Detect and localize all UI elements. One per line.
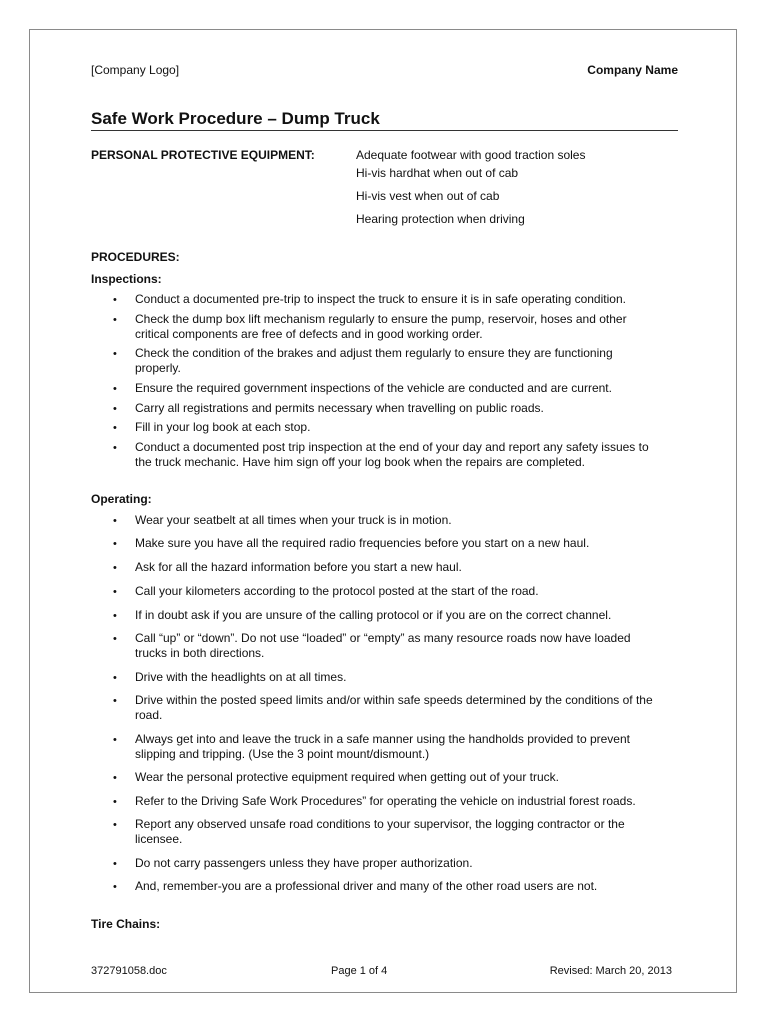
list-item: Ask for all the hazard information before you start a new haul. [135, 560, 462, 574]
inspections-heading: Inspections: [91, 272, 162, 286]
title-rule [91, 130, 678, 131]
bullet: • [113, 422, 117, 434]
list-item: Refer to the Driving Safe Work Procedures” for operating the vehicle on industrial forest roads. [135, 794, 636, 808]
bullet: • [113, 562, 117, 574]
list-item: Conduct a documented pre-trip to inspect the truck to ensure it is in safe operating condition. [135, 292, 626, 306]
list-item: Do not carry passengers unless they have proper authorization. [135, 856, 473, 870]
list-item: Report any observed unsafe road conditions to your supervisor, the logging contractor or the licensee. [135, 817, 625, 846]
list-item: Check the dump box lift mechanism regularly to ensure the pump, reservoir, hoses and other critical components are free of defects and in good working order. [135, 312, 627, 341]
list-item: Ensure the required government inspections of the vehicle are conducted and are current. [135, 381, 612, 395]
bullet: • [113, 383, 117, 395]
bullet: • [113, 348, 117, 360]
bullet: • [113, 881, 117, 893]
bullet: • [113, 796, 117, 808]
bullet: • [113, 695, 117, 707]
list-item: And, remember-you are a professional driver and many of the other road users are not. [135, 879, 598, 893]
operating-heading: Operating: [91, 492, 152, 506]
list-item: Wear your seatbelt at all times when your truck is in motion. [135, 513, 452, 527]
bullet: • [113, 538, 117, 550]
bullet: • [113, 858, 117, 870]
list-item: Call your kilometers according to the protocol posted at the start of the road. [135, 584, 539, 598]
ppe-item: Hi-vis hardhat when out of cab [356, 166, 519, 180]
bullet: • [113, 633, 117, 645]
bullet: • [113, 294, 117, 306]
company-logo-placeholder: [Company Logo] [91, 63, 180, 77]
bullet: • [113, 819, 117, 831]
list-item: Call “up” or “down”. Do not use “loaded” or “empty” as many resource roads now have loaded trucks in both directions. [135, 631, 631, 660]
list-item: Conduct a documented post trip inspection at the end of your day and report any safety issues to the truck mechanic. Have him sign off your log book when the repairs are completed. [135, 440, 649, 469]
company-name: Company Name [587, 63, 678, 77]
bullet: • [113, 586, 117, 598]
footer-revised-date: Revised: March 20, 2013 [549, 965, 672, 977]
list-item: Make sure you have all the required radio frequencies before you start on a new haul. [135, 536, 590, 550]
tire-chains-heading: Tire Chains: [91, 917, 161, 931]
procedures-heading: PROCEDURES: [91, 250, 180, 264]
list-item: Drive with the headlights on at all times. [135, 670, 347, 684]
bullet: • [113, 314, 117, 326]
list-item: Always get into and leave the truck in a safe manner using the handholds provided to prevent slipping and tripping. (Use the 3 point mount/dismount.) [135, 732, 630, 761]
list-item: Drive within the posted speed limits and/or within safe speeds determined by the conditions of the road. [135, 693, 653, 722]
bullet: • [113, 610, 117, 622]
bullet: • [113, 403, 117, 415]
bullet: • [113, 734, 117, 746]
footer-filename: 372791058.doc [91, 965, 167, 977]
ppe-item: Hi-vis vest when out of cab [356, 189, 500, 203]
ppe-label: PERSONAL PROTECTIVE EQUIPMENT: [91, 148, 315, 162]
ppe-item: Hearing protection when driving [356, 212, 525, 226]
ppe-item: Adequate footwear with good traction soles [356, 148, 586, 162]
list-item: Carry all registrations and permits necessary when travelling on public roads. [135, 401, 544, 415]
list-item: Wear the personal protective equipment required when getting out of your truck. [135, 770, 560, 784]
bullet: • [113, 772, 117, 784]
list-item: If in doubt ask if you are unsure of the calling protocol or if you are on the correct channel. [135, 608, 612, 622]
bullet: • [113, 515, 117, 527]
document-title: Safe Work Procedure – Dump Truck [91, 109, 380, 128]
list-item: Check the condition of the brakes and adjust them regularly to ensure they are functioning properly. [135, 346, 613, 375]
bullet: • [113, 672, 117, 684]
bullet: • [113, 442, 117, 454]
list-item: Fill in your log book at each stop. [135, 420, 311, 434]
footer-page-number: Page 1 of 4 [331, 965, 388, 977]
